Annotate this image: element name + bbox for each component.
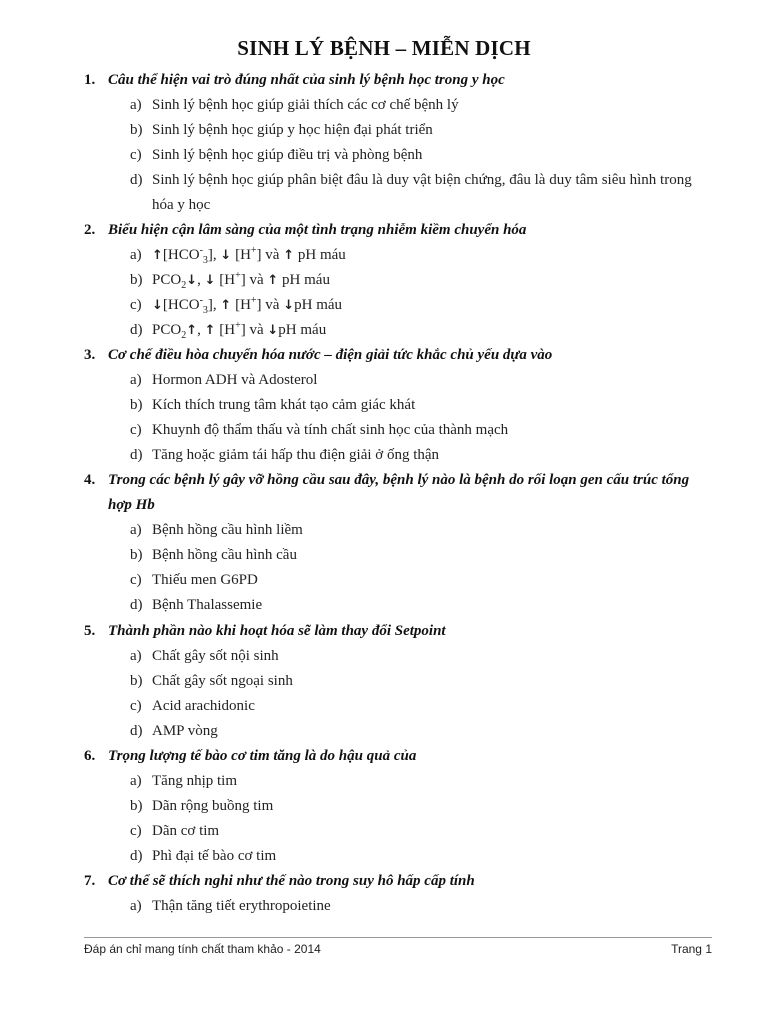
question-text: Cơ chế điều hòa chuyển hóa nước – điện giải tức khắc chủ yếu dựa vào xyxy=(108,347,553,363)
option-text-part: pH máu xyxy=(294,247,346,263)
option-1d xyxy=(130,168,710,218)
option-letter: b) xyxy=(130,272,143,288)
footer-divider xyxy=(84,937,712,938)
option-text-part: PCO xyxy=(152,322,182,338)
option-text-part: ], xyxy=(207,297,221,313)
question-text: Thành phần nào khi hoạt hóa sẽ làm thay đổi Setpoint xyxy=(108,623,446,639)
option-letter: a) xyxy=(130,648,142,664)
page-number: Trang 1 xyxy=(671,942,712,956)
option-text: Tăng hoặc giảm tái hấp thu điện giải ở ống thận xyxy=(152,447,440,463)
option-text-part: [H xyxy=(231,297,251,313)
superscript: - xyxy=(199,295,203,306)
option-letter: c) xyxy=(130,823,142,839)
option-text: Chất gây sốt ngoại sinh xyxy=(152,673,293,689)
page-title: SINH LÝ BỆNH – MIỄN DỊCH xyxy=(237,36,531,60)
option-letter: b) xyxy=(130,122,143,138)
option-text-part: [HCO xyxy=(162,297,200,313)
option-6a xyxy=(130,769,730,794)
question-7 xyxy=(84,869,724,894)
option-letter: a) xyxy=(130,97,142,113)
option-letter: a) xyxy=(130,372,142,388)
option-letter: c) xyxy=(130,572,142,588)
option-letter: d) xyxy=(130,848,143,864)
question-5 xyxy=(84,619,724,644)
option-letter: a) xyxy=(130,522,142,538)
option-5c xyxy=(130,694,730,719)
option-2a xyxy=(130,243,730,268)
up-arrow-icon: ↑ xyxy=(204,323,216,338)
option-3c xyxy=(130,418,730,443)
down-arrow-icon: ↓ xyxy=(283,298,295,313)
option-text-part: PCO xyxy=(152,272,182,288)
option-3b xyxy=(130,393,730,418)
option-text: Chất gây sốt nội sinh xyxy=(152,648,279,664)
down-arrow-icon: ↓ xyxy=(267,323,279,338)
up-arrow-icon: ↑ xyxy=(186,323,198,338)
option-letter: d) xyxy=(130,597,143,613)
option-text: Dãn cơ tim xyxy=(152,823,220,839)
option-text: Thận tăng tiết erythropoietine xyxy=(152,898,331,914)
subscript: 2 xyxy=(181,330,187,341)
subscript: 3 xyxy=(202,255,208,266)
question-text: Cơ thể sẽ thích nghi như thế nào trong suy hô hấp cấp tính xyxy=(108,873,475,889)
option-text-part: pH máu xyxy=(294,297,343,313)
option-4d xyxy=(130,593,730,618)
down-arrow-icon: ↓ xyxy=(204,273,216,288)
option-text-part: [H xyxy=(231,247,251,263)
question-number: 4. xyxy=(84,472,96,488)
question-text: Trong các bệnh lý gây vỡ hồng cầu sau đây, bệnh lý nào là bệnh do rối loạn gen cấu trúc tổng hợp Hb xyxy=(108,472,690,513)
option-letter: b) xyxy=(130,547,143,563)
question-text: Trọng lượng tế bào cơ tim tăng là do hậu quả của xyxy=(108,748,417,764)
down-arrow-icon: ↓ xyxy=(152,298,163,313)
option-text-part: ] và xyxy=(256,297,284,313)
option-letter: b) xyxy=(130,798,143,814)
option-letter: a) xyxy=(130,898,142,914)
option-text: AMP vòng xyxy=(152,723,218,739)
down-arrow-icon: ↓ xyxy=(220,248,232,263)
down-arrow-icon: ↓ xyxy=(186,273,198,288)
option-1b xyxy=(130,118,730,143)
option-text-part: [HCO xyxy=(162,247,200,263)
option-text: Sinh lý bệnh học giúp y học hiện đại phát triển xyxy=(152,122,433,138)
option-1c xyxy=(130,143,730,168)
option-text: Thiếu men G6PD xyxy=(152,572,258,588)
question-3 xyxy=(84,343,724,368)
option-text: Dãn rộng buồng tim xyxy=(152,798,274,814)
option-text: Phì đại tế bào cơ tim xyxy=(152,848,277,864)
option-text: Khuynh độ thẩm thấu và tính chất sinh học của thành mạch xyxy=(152,422,509,438)
superscript: + xyxy=(235,320,241,331)
option-4a xyxy=(130,518,730,543)
option-text-part: [H xyxy=(215,322,236,338)
option-letter: d) xyxy=(130,172,143,188)
option-text-part: , xyxy=(197,272,205,288)
option-letter: b) xyxy=(130,673,143,689)
option-letter: c) xyxy=(130,297,142,313)
option-text: Bệnh hồng cầu hình liềm xyxy=(152,522,303,538)
superscript: + xyxy=(250,295,257,306)
option-text-part: , xyxy=(197,322,205,338)
option-3d xyxy=(130,443,730,468)
up-arrow-icon: ↑ xyxy=(152,248,163,263)
option-letter: d) xyxy=(130,723,143,739)
option-text: Tăng nhịp tim xyxy=(152,773,237,789)
up-arrow-icon: ↑ xyxy=(283,248,295,263)
superscript: + xyxy=(235,270,241,281)
up-arrow-icon: ↑ xyxy=(220,298,232,313)
option-1a xyxy=(130,93,730,118)
option-text-part: ] và xyxy=(240,272,268,288)
option-3a xyxy=(130,368,730,393)
question-text: Biểu hiện cận lâm sàng của một tình trạng nhiễm kiềm chuyển hóa xyxy=(108,222,527,238)
option-text: Bệnh Thalassemie xyxy=(152,597,263,613)
superscript: - xyxy=(199,245,203,256)
option-2d xyxy=(130,318,730,343)
question-2 xyxy=(84,218,724,243)
question-number: 7. xyxy=(84,873,96,889)
question-4 xyxy=(84,468,714,518)
option-4c xyxy=(130,568,730,593)
option-text-part: ], xyxy=(207,247,221,263)
option-6d xyxy=(130,844,730,869)
subscript: 2 xyxy=(181,280,187,291)
option-6c xyxy=(130,819,730,844)
option-text: Sinh lý bệnh học giúp phân biệt đâu là duy vật biện chứng, đâu là duy tâm siêu hình trong hóa y học xyxy=(152,172,692,213)
option-2c xyxy=(130,293,730,318)
option-7a xyxy=(130,894,730,919)
footer-note: Đáp án chỉ mang tính chất tham khảo - 2014 xyxy=(84,942,321,956)
up-arrow-icon: ↑ xyxy=(267,273,279,288)
option-letter: a) xyxy=(130,773,142,789)
option-letter: c) xyxy=(130,422,142,438)
question-number: 5. xyxy=(84,623,96,639)
option-4b xyxy=(130,543,730,568)
option-letter: c) xyxy=(130,698,142,714)
question-number: 6. xyxy=(84,748,96,764)
option-text-part: pH máu xyxy=(278,322,327,338)
option-text-part: [H xyxy=(215,272,236,288)
option-5d xyxy=(130,719,730,744)
superscript: + xyxy=(250,245,257,256)
option-text-part: ] và xyxy=(240,322,268,338)
option-letter: d) xyxy=(130,447,143,463)
option-text-part: ] và xyxy=(256,247,284,263)
question-number: 1. xyxy=(84,72,96,88)
option-text: Hormon ADH và Adosterol xyxy=(152,372,318,388)
option-5a xyxy=(130,644,730,669)
question-6 xyxy=(84,744,724,769)
option-text: Sinh lý bệnh học giúp giải thích các cơ chế bệnh lý xyxy=(152,97,459,113)
option-5b xyxy=(130,669,730,694)
option-text: Sinh lý bệnh học giúp điều trị và phòng bệnh xyxy=(152,147,423,163)
option-letter: d) xyxy=(130,322,143,338)
subscript: 3 xyxy=(202,305,208,316)
option-letter: c) xyxy=(130,147,142,163)
question-text: Câu thể hiện vai trò đúng nhất của sinh lý bệnh học trong y học xyxy=(108,72,505,88)
question-number: 3. xyxy=(84,347,96,363)
option-letter: b) xyxy=(130,397,143,413)
option-2b xyxy=(130,268,730,293)
option-6b xyxy=(130,794,730,819)
option-text: Bệnh hồng cầu hình cầu xyxy=(152,547,297,563)
option-text-part: pH máu xyxy=(278,272,330,288)
question-1 xyxy=(84,68,724,93)
option-text: Acid arachidonic xyxy=(152,698,255,714)
option-text: Kích thích trung tâm khát tạo cảm giác khát xyxy=(152,397,416,413)
option-letter: a) xyxy=(130,247,142,263)
question-number: 2. xyxy=(84,222,96,238)
